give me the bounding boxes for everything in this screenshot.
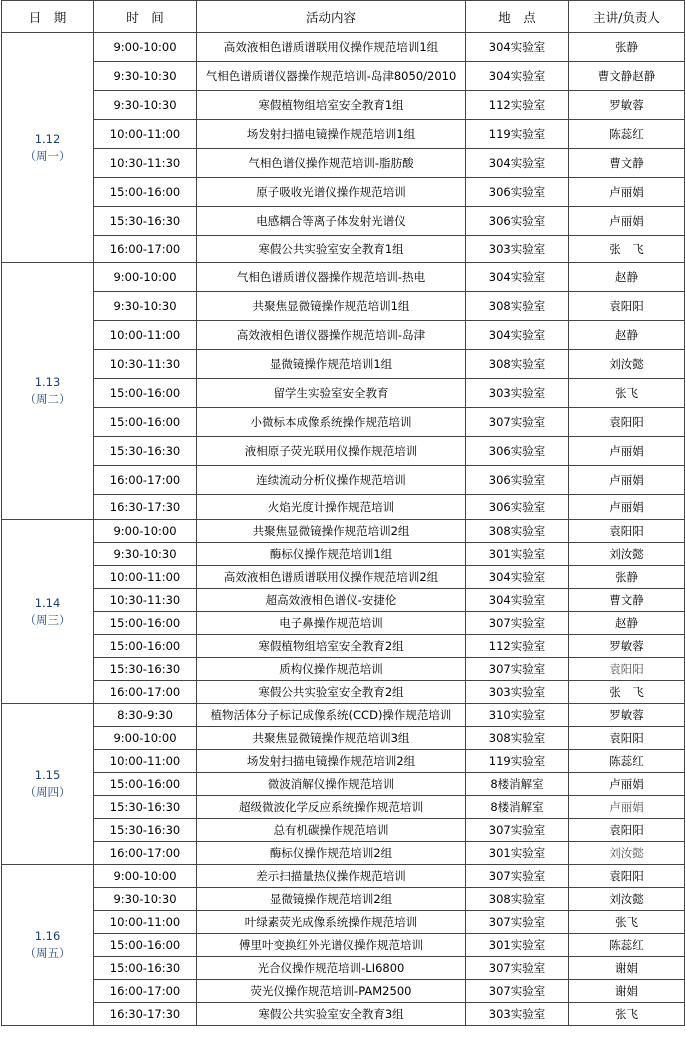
activity-cell: 火焰光度计操作规范培训 xyxy=(197,495,466,520)
table-row xyxy=(2,796,685,819)
person-cell: 曹文静 xyxy=(569,589,685,612)
time-cell: 10:30-11:30 xyxy=(94,350,197,379)
weekday-label: （周四） xyxy=(24,785,71,799)
activity-cell: 寒假公共实验室安全教育1组 xyxy=(197,236,466,263)
location-cell: 304实验室 xyxy=(466,321,569,350)
location-cell: 301实验室 xyxy=(466,934,569,957)
date-label: 1.15 xyxy=(34,768,61,782)
activity-cell: 连续流动分析仪操作规范培训 xyxy=(197,466,466,495)
location-cell: 303实验室 xyxy=(466,681,569,704)
time-cell: 9:00-10:00 xyxy=(94,865,197,888)
person-cell: 卢丽娟 xyxy=(569,773,685,796)
date-label: 1.14 xyxy=(34,595,61,610)
time-cell: 9:30-10:30 xyxy=(94,543,197,566)
time-cell: 10:30-11:30 xyxy=(94,149,197,178)
person-cell: 袁阳阳 xyxy=(569,727,685,750)
location-cell: 306实验室 xyxy=(466,207,569,236)
schedule-table xyxy=(1,0,685,1026)
location-cell: 308实验室 xyxy=(466,888,569,911)
time-cell: 9:00-10:00 xyxy=(94,33,197,62)
date-cell xyxy=(2,33,94,263)
date-cell xyxy=(2,520,94,704)
table-row xyxy=(2,292,685,321)
table-row xyxy=(2,62,685,91)
person-cell: 张静 xyxy=(569,566,685,589)
location-cell: 304实验室 xyxy=(466,62,569,91)
time-cell: 16:00-17:00 xyxy=(94,466,197,495)
time-cell: 15:30-16:30 xyxy=(94,437,197,466)
person-cell: 张飞 xyxy=(569,379,685,408)
time-cell: 10:00-11:00 xyxy=(94,566,197,589)
header-date: 日 期 xyxy=(2,1,94,33)
table-row xyxy=(2,120,685,149)
table-row xyxy=(2,957,685,980)
time-cell: 9:00-10:00 xyxy=(94,727,197,750)
time-cell: 16:00-17:00 xyxy=(94,681,197,704)
activity-cell: 超高效液相色谱仪-安捷伦 xyxy=(197,589,466,612)
location-cell: 307实验室 xyxy=(466,865,569,888)
person-cell: 袁阳阳 xyxy=(569,520,685,543)
activity-cell: 原子吸收光谱仪操作规范培训 xyxy=(197,178,466,207)
header-time: 时 间 xyxy=(94,1,197,33)
person-cell: 赵静 xyxy=(569,321,685,350)
location-cell: 307实验室 xyxy=(466,957,569,980)
time-cell: 15:00-16:00 xyxy=(94,379,197,408)
activity-cell: 傅里叶变换红外光谱仪操作规范培训 xyxy=(197,934,466,957)
time-cell: 15:00-16:30 xyxy=(94,957,197,980)
time-cell: 16:30-17:30 xyxy=(94,495,197,520)
table-row xyxy=(2,236,685,263)
header-row xyxy=(2,1,685,33)
location-cell: 308实验室 xyxy=(466,520,569,543)
activity-cell: 差示扫描量热仪操作规范培训 xyxy=(197,865,466,888)
person-cell: 袁阳阳 xyxy=(569,658,685,681)
location-cell: 112实验室 xyxy=(466,91,569,120)
location-cell: 119实验室 xyxy=(466,750,569,773)
activity-cell: 寒假公共实验室安全教育2组 xyxy=(197,681,466,704)
person-cell: 张飞 xyxy=(569,1003,685,1026)
schedule-body xyxy=(2,33,685,1026)
person-cell: 陈蕊红 xyxy=(569,934,685,957)
person-cell: 谢娟 xyxy=(569,957,685,980)
table-row xyxy=(2,865,685,888)
location-cell: 308实验室 xyxy=(466,350,569,379)
location-cell: 307实验室 xyxy=(466,819,569,842)
activity-cell: 寒假植物组培室安全教育2组 xyxy=(197,635,466,658)
table-row xyxy=(2,566,685,589)
person-cell: 卢丽娟 xyxy=(569,178,685,207)
activity-cell: 总有机碳操作规范培训 xyxy=(197,819,466,842)
activity-cell: 质构仪操作规范培训 xyxy=(197,658,466,681)
table-row xyxy=(2,704,685,727)
person-cell: 谢娟 xyxy=(569,980,685,1003)
time-cell: 16:00-17:00 xyxy=(94,842,197,865)
weekday-label: （周一） xyxy=(24,148,71,163)
person-cell: 刘汝懿 xyxy=(569,543,685,566)
time-cell: 15:30-16:30 xyxy=(94,658,197,681)
time-cell: 15:00-16:00 xyxy=(94,635,197,658)
table-row xyxy=(2,178,685,207)
location-cell: 306实验室 xyxy=(466,495,569,520)
person-cell: 陈蕊红 xyxy=(569,750,685,773)
activity-cell: 叶绿素荧光成像系统操作规范培训 xyxy=(197,911,466,934)
location-cell: 307实验室 xyxy=(466,408,569,437)
activity-cell: 液相原子荧光联用仪操作规范培训 xyxy=(197,437,466,466)
table-row xyxy=(2,635,685,658)
location-cell: 307实验室 xyxy=(466,980,569,1003)
header-activity: 活动内容 xyxy=(197,1,466,33)
person-cell: 赵静 xyxy=(569,612,685,635)
activity-cell: 微波消解仪操作规范培训 xyxy=(197,773,466,796)
location-cell: 303实验室 xyxy=(466,379,569,408)
time-cell: 16:00-17:00 xyxy=(94,236,197,263)
activity-cell: 超级微波化学反应系统操作规范培训 xyxy=(197,796,466,819)
time-cell: 9:00-10:00 xyxy=(94,263,197,292)
table-row xyxy=(2,437,685,466)
time-cell: 15:00-16:00 xyxy=(94,408,197,437)
activity-cell: 酶标仪操作规范培训2组 xyxy=(197,842,466,865)
table-row xyxy=(2,727,685,750)
time-cell: 10:00-11:00 xyxy=(94,911,197,934)
table-row xyxy=(2,842,685,865)
table-row xyxy=(2,520,685,543)
location-cell: 310实验室 xyxy=(466,704,569,727)
table-row xyxy=(2,612,685,635)
person-cell: 刘汝懿 xyxy=(569,888,685,911)
activity-cell: 寒假公共实验室安全教育3组 xyxy=(197,1003,466,1026)
location-cell: 8楼消解室 xyxy=(466,796,569,819)
header-location: 地 点 xyxy=(466,1,569,33)
table-row xyxy=(2,350,685,379)
location-cell: 306实验室 xyxy=(466,178,569,207)
person-cell: 张静 xyxy=(569,33,685,62)
person-cell: 卢丽娟 xyxy=(569,495,685,520)
activity-cell: 场发射扫描电镜操作规范培训2组 xyxy=(197,750,466,773)
person-cell: 张 飞 xyxy=(569,681,685,704)
table-row xyxy=(2,91,685,120)
person-cell: 卢丽娟 xyxy=(569,437,685,466)
time-cell: 15:30-16:30 xyxy=(94,819,197,842)
location-cell: 307实验室 xyxy=(466,658,569,681)
table-row xyxy=(2,888,685,911)
person-cell: 刘汝懿 xyxy=(569,842,685,865)
person-cell: 罗敏蓉 xyxy=(569,91,685,120)
location-cell: 306实验室 xyxy=(466,437,569,466)
table-row xyxy=(2,466,685,495)
time-cell: 9:30-10:30 xyxy=(94,888,197,911)
person-cell: 曹文静 xyxy=(569,149,685,178)
activity-cell: 高效液相色谱质谱联用仪操作规范培训2组 xyxy=(197,566,466,589)
date-label: 1.12 xyxy=(34,131,61,146)
person-cell: 陈蕊红 xyxy=(569,120,685,149)
weekday-label: （周五） xyxy=(24,946,71,960)
table-row xyxy=(2,33,685,62)
person-cell: 袁阳阳 xyxy=(569,865,685,888)
activity-cell: 高效液相色谱质谱联用仪操作规范培训1组 xyxy=(197,33,466,62)
table-row xyxy=(2,321,685,350)
time-cell: 15:00-16:00 xyxy=(94,773,197,796)
date-cell xyxy=(2,263,94,520)
activity-cell: 气相色谱质谱仪器操作规范培训-岛津8050/2010 xyxy=(197,62,466,91)
table-row xyxy=(2,543,685,566)
location-cell: 304实验室 xyxy=(466,263,569,292)
activity-cell: 电子鼻操作规范培训 xyxy=(197,612,466,635)
location-cell: 8楼消解室 xyxy=(466,773,569,796)
person-cell: 卢丽娟 xyxy=(569,466,685,495)
person-cell: 刘汝懿 xyxy=(569,350,685,379)
location-cell: 308实验室 xyxy=(466,292,569,321)
activity-cell: 共聚焦显微镜操作规范培训1组 xyxy=(197,292,466,321)
time-cell: 15:00-16:00 xyxy=(94,612,197,635)
activity-cell: 电感耦合等离子体发射光谱仪 xyxy=(197,207,466,236)
location-cell: 304实验室 xyxy=(466,589,569,612)
activity-cell: 留学生实验室安全教育 xyxy=(197,379,466,408)
activity-cell: 共聚焦显微镜操作规范培训2组 xyxy=(197,520,466,543)
time-cell: 16:30-17:30 xyxy=(94,1003,197,1026)
location-cell: 306实验室 xyxy=(466,466,569,495)
location-cell: 308实验室 xyxy=(466,727,569,750)
activity-cell: 植物活体分子标记成像系统(CCD)操作规范培训 xyxy=(197,704,466,727)
time-cell: 15:30-16:30 xyxy=(94,207,197,236)
time-cell: 15:00-16:00 xyxy=(94,934,197,957)
location-cell: 301实验室 xyxy=(466,543,569,566)
header-person: 主讲/负责人 xyxy=(569,1,685,33)
time-cell: 10:30-11:30 xyxy=(94,589,197,612)
table-row xyxy=(2,263,685,292)
activity-cell: 寒假植物组培室安全教育1组 xyxy=(197,91,466,120)
time-cell: 9:30-10:30 xyxy=(94,91,197,120)
person-cell: 袁阳阳 xyxy=(569,408,685,437)
date-cell xyxy=(2,865,94,1026)
location-cell: 112实验室 xyxy=(466,635,569,658)
table-row xyxy=(2,495,685,520)
table-row xyxy=(2,149,685,178)
activity-cell: 显微镜操作规范培训2组 xyxy=(197,888,466,911)
person-cell: 罗敏蓉 xyxy=(569,704,685,727)
table-row xyxy=(2,750,685,773)
table-row xyxy=(2,819,685,842)
location-cell: 304实验室 xyxy=(466,33,569,62)
location-cell: 307实验室 xyxy=(466,612,569,635)
location-cell: 303实验室 xyxy=(466,1003,569,1026)
activity-cell: 小微标本成像系统操作规范培训 xyxy=(197,408,466,437)
person-cell: 袁阳阳 xyxy=(569,819,685,842)
location-cell: 304实验室 xyxy=(466,566,569,589)
table-row xyxy=(2,911,685,934)
table-row xyxy=(2,980,685,1003)
weekday-label: （周二） xyxy=(24,392,71,406)
time-cell: 10:00-11:00 xyxy=(94,321,197,350)
table-row xyxy=(2,408,685,437)
activity-cell: 共聚焦显微镜操作规范培训3组 xyxy=(197,727,466,750)
time-cell: 8:30-9:30 xyxy=(94,704,197,727)
date-label: 1.16 xyxy=(34,929,61,943)
location-cell: 301实验室 xyxy=(466,842,569,865)
person-cell: 袁阳阳 xyxy=(569,292,685,321)
person-cell: 张 飞 xyxy=(569,236,685,263)
person-cell: 曹文静赵静 xyxy=(569,62,685,91)
table-row xyxy=(2,658,685,681)
time-cell: 16:00-17:00 xyxy=(94,980,197,1003)
activity-cell: 酶标仪操作规范培训1组 xyxy=(197,543,466,566)
person-cell: 卢丽娟 xyxy=(569,796,685,819)
location-cell: 119实验室 xyxy=(466,120,569,149)
table-row xyxy=(2,773,685,796)
person-cell: 罗敏蓉 xyxy=(569,635,685,658)
weekday-label: （周三） xyxy=(24,612,71,627)
table-row xyxy=(2,589,685,612)
activity-cell: 显微镜操作规范培训1组 xyxy=(197,350,466,379)
time-cell: 15:30-16:30 xyxy=(94,796,197,819)
activity-cell: 场发射扫描电镜操作规范培训1组 xyxy=(197,120,466,149)
table-row xyxy=(2,1003,685,1026)
date-cell xyxy=(2,704,94,865)
table-row xyxy=(2,207,685,236)
time-cell: 10:00-11:00 xyxy=(94,750,197,773)
person-cell: 张飞 xyxy=(569,911,685,934)
time-cell: 9:00-10:00 xyxy=(94,520,197,543)
table-row xyxy=(2,681,685,704)
activity-cell: 气相色谱质谱仪器操作规范培训-热电 xyxy=(197,263,466,292)
table-row xyxy=(2,379,685,408)
time-cell: 10:00-11:00 xyxy=(94,120,197,149)
location-cell: 303实验室 xyxy=(466,236,569,263)
time-cell: 15:00-16:00 xyxy=(94,178,197,207)
person-cell: 赵静 xyxy=(569,263,685,292)
location-cell: 304实验室 xyxy=(466,149,569,178)
activity-cell: 气相色谱仪操作规范培训-脂肪酸 xyxy=(197,149,466,178)
location-cell: 307实验室 xyxy=(466,911,569,934)
activity-cell: 荧光仪操作规范培训-PAM2500 xyxy=(197,980,466,1003)
date-label: 1.13 xyxy=(34,375,61,389)
activity-cell: 高效液相色谱仪器操作规范培训-岛津 xyxy=(197,321,466,350)
person-cell: 卢丽娟 xyxy=(569,207,685,236)
time-cell: 9:30-10:30 xyxy=(94,62,197,91)
time-cell: 9:30-10:30 xyxy=(94,292,197,321)
table-row xyxy=(2,934,685,957)
activity-cell: 光合仪操作规范培训-LI6800 xyxy=(197,957,466,980)
